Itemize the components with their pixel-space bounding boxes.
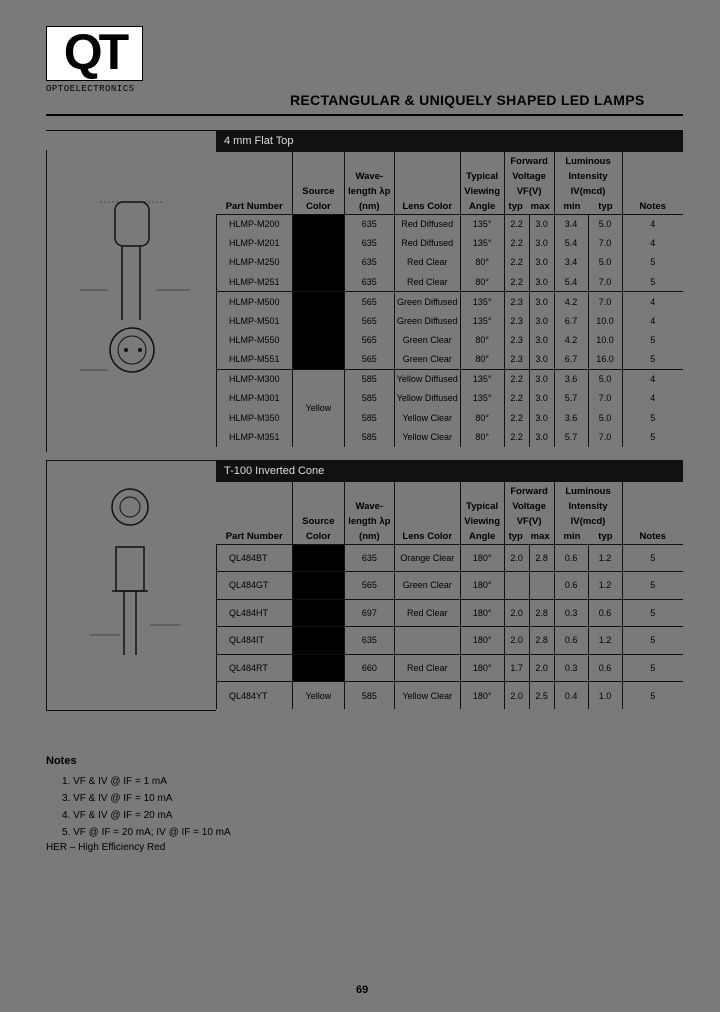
vf-max-cell: 3.0: [529, 408, 554, 427]
note-cell: 4: [622, 369, 683, 389]
vf-max-cell: 3.0: [529, 350, 554, 370]
col-wave: Wave-length λp (nm): [344, 152, 394, 214]
wavelength-cell: 697: [344, 599, 394, 627]
vf-max-cell: 2.8: [529, 544, 554, 572]
section2-left-rule: [46, 460, 47, 710]
source-color-cell: [292, 292, 344, 312]
vf-typ-cell: 2.3: [504, 292, 529, 312]
vf-max-cell: 3.0: [529, 427, 554, 446]
table-row: [217, 408, 684, 427]
viewing-angle-cell: 135°: [460, 369, 504, 389]
lens-color-cell: Yellow Clear: [394, 427, 460, 446]
fv-max: max: [530, 200, 550, 212]
part-number-cell: HLMP-M500: [217, 292, 293, 312]
flat-top-led-diagram: [60, 190, 210, 400]
vf-typ-cell: 2.0: [504, 682, 529, 710]
section2-title: T-100 Inverted Cone: [216, 460, 683, 482]
fv-label: Forward Voltage VF(V): [510, 155, 548, 197]
iv-typ-cell: 0.6: [588, 599, 622, 627]
vf-typ-cell: 2.0: [504, 627, 529, 655]
note-cell: 5: [622, 599, 683, 627]
li-typ: typ: [598, 200, 613, 212]
vf-max-cell: 2.8: [529, 599, 554, 627]
viewing-angle-cell: 80°: [460, 253, 504, 272]
part-number-cell: QL484RT: [217, 654, 293, 682]
col-source: Source Color: [292, 152, 344, 214]
section1-table: [216, 152, 683, 447]
table-row: [217, 682, 684, 710]
inverted-cone-led-diagram: [80, 485, 200, 685]
viewing-angle-cell: 135°: [460, 292, 504, 312]
wavelength-cell: 635: [344, 544, 394, 572]
source-color-cell: [292, 272, 344, 292]
lens-color-cell: Green Clear: [394, 350, 460, 370]
wavelength-cell: 585: [344, 408, 394, 427]
vf-max-cell: 2.0: [529, 654, 554, 682]
table-row: [217, 627, 684, 655]
part-number-cell: QL484IT: [217, 627, 293, 655]
vf-max-cell: 3.0: [529, 389, 554, 408]
section2-bottom-rule: [46, 710, 216, 711]
note-cell: 4: [622, 234, 683, 253]
wavelength-cell: 585: [344, 682, 394, 710]
note-cell: 4: [622, 214, 683, 234]
source-color-cell: [292, 544, 344, 572]
table-row: [217, 234, 684, 253]
part-number-cell: QL484HT: [217, 599, 293, 627]
iv-min-cell: 6.7: [554, 350, 588, 370]
iv-min-cell: 3.4: [554, 253, 588, 272]
source-color-cell: Yellow: [292, 369, 344, 446]
vf-typ-cell: 2.2: [504, 234, 529, 253]
note-item: 4. VF & IV @ IF = 20 mA: [62, 810, 173, 821]
note-cell: 5: [622, 253, 683, 272]
col-notes: Notes: [622, 482, 683, 544]
wavelength-cell: 635: [344, 234, 394, 253]
note-item: 5. VF @ IF = 20 mA; IV @ IF = 10 mA: [62, 827, 231, 838]
viewing-angle-cell: 80°: [460, 350, 504, 370]
source-color-cell: [292, 350, 344, 370]
col-li: [554, 152, 622, 214]
iv-typ-cell: 10.0: [588, 330, 622, 349]
note-cell: 5: [622, 408, 683, 427]
lens-color-cell: Yellow Clear: [394, 682, 460, 710]
vf-max-cell: 3.0: [529, 330, 554, 349]
note-item: 3. VF & IV @ IF = 10 mA: [62, 793, 173, 804]
iv-min-cell: 5.7: [554, 427, 588, 446]
table-row: [217, 654, 684, 682]
wavelength-cell: 660: [344, 654, 394, 682]
part-number-cell: HLMP-M301: [217, 389, 293, 408]
wavelength-cell: 635: [344, 627, 394, 655]
note-cell: 5: [622, 330, 683, 349]
iv-typ-cell: 1.2: [588, 627, 622, 655]
col-fv: [504, 482, 554, 544]
source-color-cell: [292, 599, 344, 627]
col-lens: Lens Color: [394, 482, 460, 544]
section1-top-rule: [46, 130, 216, 131]
source-color-cell: Yellow: [292, 682, 344, 710]
iv-min-cell: 3.6: [554, 369, 588, 389]
col-notes: Notes: [622, 152, 683, 214]
viewing-angle-cell: 180°: [460, 544, 504, 572]
vf-typ-cell: 2.2: [504, 369, 529, 389]
viewing-angle-cell: 180°: [460, 599, 504, 627]
li-typ: typ: [598, 530, 613, 542]
iv-min-cell: 5.4: [554, 272, 588, 292]
wavelength-cell: 585: [344, 427, 394, 446]
viewing-angle-cell: 80°: [460, 427, 504, 446]
section1-title: 4 mm Flat Top: [216, 130, 683, 152]
vf-typ-cell: 2.3: [504, 330, 529, 349]
source-color-cell: [292, 214, 344, 234]
vf-max-cell: 3.0: [529, 234, 554, 253]
wavelength-cell: 565: [344, 311, 394, 330]
table-row: [217, 330, 684, 349]
source-color-cell: [292, 234, 344, 253]
wavelength-cell: 565: [344, 350, 394, 370]
vf-typ-cell: 1.7: [504, 654, 529, 682]
fv-typ: typ: [508, 530, 523, 542]
li-min: min: [563, 200, 581, 212]
iv-typ-cell: 10.0: [588, 311, 622, 330]
vf-max-cell: 3.0: [529, 369, 554, 389]
table-row: [217, 572, 684, 600]
col-angle: Typical Viewing Angle: [460, 152, 504, 214]
vf-max-cell: 3.0: [529, 272, 554, 292]
table-row: [217, 369, 684, 389]
note-cell: 4: [622, 311, 683, 330]
vf-max-cell: 2.8: [529, 627, 554, 655]
part-number-cell: HLMP-M550: [217, 330, 293, 349]
iv-min-cell: 4.2: [554, 330, 588, 349]
iv-typ-cell: 5.0: [588, 408, 622, 427]
note-cell: 5: [622, 682, 683, 710]
note-cell: 4: [622, 389, 683, 408]
table-row: [217, 599, 684, 627]
iv-min-cell: 0.4: [554, 682, 588, 710]
note-cell: 5: [622, 350, 683, 370]
fv-typ: typ: [508, 200, 523, 212]
section2-table: [216, 482, 683, 709]
table-row: [217, 311, 684, 330]
section2-top-rule: [46, 460, 216, 461]
vf-typ-cell: 2.2: [504, 253, 529, 272]
table-row: [217, 292, 684, 312]
vf-typ-cell: [504, 572, 529, 600]
page-title: RECTANGULAR & UNIQUELY SHAPED LED LAMPS: [290, 92, 645, 108]
footnote: HER – High Efficiency Red: [46, 842, 166, 853]
logo: QT: [63, 24, 126, 80]
lens-color-cell: Yellow Diffused: [394, 369, 460, 389]
viewing-angle-cell: 80°: [460, 408, 504, 427]
viewing-angle-cell: 80°: [460, 330, 504, 349]
vf-typ-cell: 2.3: [504, 311, 529, 330]
iv-typ-cell: 7.0: [588, 427, 622, 446]
part-number-cell: HLMP-M551: [217, 350, 293, 370]
li-label: Luminous Intensity IV(mcd): [565, 485, 611, 527]
lens-color-cell: Red Clear: [394, 253, 460, 272]
note-cell: 5: [622, 572, 683, 600]
source-color-cell: [292, 627, 344, 655]
vf-max-cell: 3.0: [529, 292, 554, 312]
vf-max-cell: 3.0: [529, 214, 554, 234]
col-angle: Typical Viewing Angle: [460, 482, 504, 544]
wavelength-cell: 635: [344, 253, 394, 272]
col-li: [554, 482, 622, 544]
lens-color-cell: Orange Clear: [394, 544, 460, 572]
note-cell: 5: [622, 427, 683, 446]
iv-min-cell: 0.6: [554, 627, 588, 655]
wavelength-cell: 585: [344, 389, 394, 408]
viewing-angle-cell: 135°: [460, 214, 504, 234]
iv-typ-cell: 1.0: [588, 682, 622, 710]
wavelength-cell: 635: [344, 272, 394, 292]
viewing-angle-cell: 180°: [460, 682, 504, 710]
iv-typ-cell: 1.2: [588, 572, 622, 600]
lens-color-cell: Red Clear: [394, 654, 460, 682]
col-part: Part Number: [225, 530, 283, 542]
iv-typ-cell: 16.0: [588, 350, 622, 370]
fv-label: Forward Voltage VF(V): [510, 485, 548, 527]
iv-min-cell: 5.4: [554, 234, 588, 253]
iv-typ-cell: 7.0: [588, 292, 622, 312]
wavelength-cell: 565: [344, 292, 394, 312]
col-lens: Lens Color: [394, 152, 460, 214]
vf-typ-cell: 2.2: [504, 427, 529, 446]
table-row: [217, 272, 684, 292]
iv-min-cell: 3.6: [554, 408, 588, 427]
source-color-cell: [292, 330, 344, 349]
table-row: [217, 389, 684, 408]
note-cell: 5: [622, 544, 683, 572]
header-rule: [46, 114, 683, 116]
wavelength-cell: 585: [344, 369, 394, 389]
source-color-cell: [292, 572, 344, 600]
lens-color-cell: Green Diffused: [394, 311, 460, 330]
lens-color-cell: Green Diffused: [394, 292, 460, 312]
li-min: min: [563, 530, 581, 542]
table-row: [217, 214, 684, 234]
iv-min-cell: 0.6: [554, 572, 588, 600]
note-cell: 5: [622, 627, 683, 655]
table-row: [217, 427, 684, 446]
iv-typ-cell: 7.0: [588, 389, 622, 408]
table-row: [217, 253, 684, 272]
lens-color-cell: Yellow Diffused: [394, 389, 460, 408]
vf-max-cell: 3.0: [529, 253, 554, 272]
part-number-cell: QL484BT: [217, 544, 293, 572]
wavelength-cell: 565: [344, 572, 394, 600]
note-item: 1. VF & IV @ IF = 1 mA: [62, 776, 167, 787]
iv-typ-cell: 5.0: [588, 214, 622, 234]
viewing-angle-cell: 180°: [460, 572, 504, 600]
iv-min-cell: 6.7: [554, 311, 588, 330]
part-number-cell: QL484GT: [217, 572, 293, 600]
page-number: 69: [356, 984, 369, 996]
col-source: Source Color: [292, 482, 344, 544]
lens-color-cell: [394, 627, 460, 655]
source-color-cell: [292, 253, 344, 272]
vf-typ-cell: 2.2: [504, 408, 529, 427]
part-number-cell: HLMP-M200: [217, 214, 293, 234]
table-row: [217, 544, 684, 572]
note-cell: 5: [622, 654, 683, 682]
vf-typ-cell: 2.0: [504, 544, 529, 572]
vf-typ-cell: 2.2: [504, 389, 529, 408]
notes-title: Notes: [46, 755, 77, 767]
viewing-angle-cell: 135°: [460, 234, 504, 253]
vf-typ-cell: 2.2: [504, 272, 529, 292]
table-row: [217, 350, 684, 370]
iv-typ-cell: 0.6: [588, 654, 622, 682]
section1-left-rule: [46, 150, 47, 452]
vf-max-cell: 3.0: [529, 311, 554, 330]
lens-color-cell: Red Diffused: [394, 214, 460, 234]
li-label: Luminous Intensity IV(mcd): [565, 155, 611, 197]
col-fv: [504, 152, 554, 214]
part-number-cell: HLMP-M251: [217, 272, 293, 292]
lens-color-cell: Red Clear: [394, 272, 460, 292]
note-cell: 5: [622, 272, 683, 292]
viewing-angle-cell: 180°: [460, 654, 504, 682]
iv-min-cell: 0.6: [554, 544, 588, 572]
col-wave: Wave-length λp (nm): [344, 482, 394, 544]
iv-min-cell: 0.3: [554, 599, 588, 627]
iv-typ-cell: 1.2: [588, 544, 622, 572]
lens-color-cell: Green Clear: [394, 330, 460, 349]
fv-max: max: [530, 530, 550, 542]
part-number-cell: HLMP-M350: [217, 408, 293, 427]
iv-min-cell: 5.7: [554, 389, 588, 408]
iv-typ-cell: 5.0: [588, 253, 622, 272]
iv-typ-cell: 7.0: [588, 234, 622, 253]
note-cell: 4: [622, 292, 683, 312]
lens-color-cell: Red Diffused: [394, 234, 460, 253]
iv-min-cell: 4.2: [554, 292, 588, 312]
wavelength-cell: 635: [344, 214, 394, 234]
source-color-cell: [292, 311, 344, 330]
source-color-cell: [292, 654, 344, 682]
vf-max-cell: 2.5: [529, 682, 554, 710]
part-number-cell: HLMP-M351: [217, 427, 293, 446]
vf-typ-cell: 2.2: [504, 214, 529, 234]
part-number-cell: QL484YT: [217, 682, 293, 710]
vf-typ-cell: 2.0: [504, 599, 529, 627]
iv-min-cell: 0.3: [554, 654, 588, 682]
viewing-angle-cell: 80°: [460, 272, 504, 292]
lens-color-cell: Yellow Clear: [394, 408, 460, 427]
iv-typ-cell: 7.0: [588, 272, 622, 292]
col-part: Part Number: [225, 200, 283, 212]
vf-typ-cell: 2.3: [504, 350, 529, 370]
logo-subtitle: OPTOELECTRONICS: [46, 84, 135, 94]
lens-color-cell: Green Clear: [394, 572, 460, 600]
iv-min-cell: 3.4: [554, 214, 588, 234]
part-number-cell: HLMP-M250: [217, 253, 293, 272]
part-number-cell: HLMP-M501: [217, 311, 293, 330]
part-number-cell: HLMP-M201: [217, 234, 293, 253]
viewing-angle-cell: 135°: [460, 311, 504, 330]
viewing-angle-cell: 180°: [460, 627, 504, 655]
wavelength-cell: 565: [344, 330, 394, 349]
viewing-angle-cell: 135°: [460, 389, 504, 408]
vf-max-cell: [529, 572, 554, 600]
iv-typ-cell: 5.0: [588, 369, 622, 389]
lens-color-cell: Red Clear: [394, 599, 460, 627]
part-number-cell: HLMP-M300: [217, 369, 293, 389]
